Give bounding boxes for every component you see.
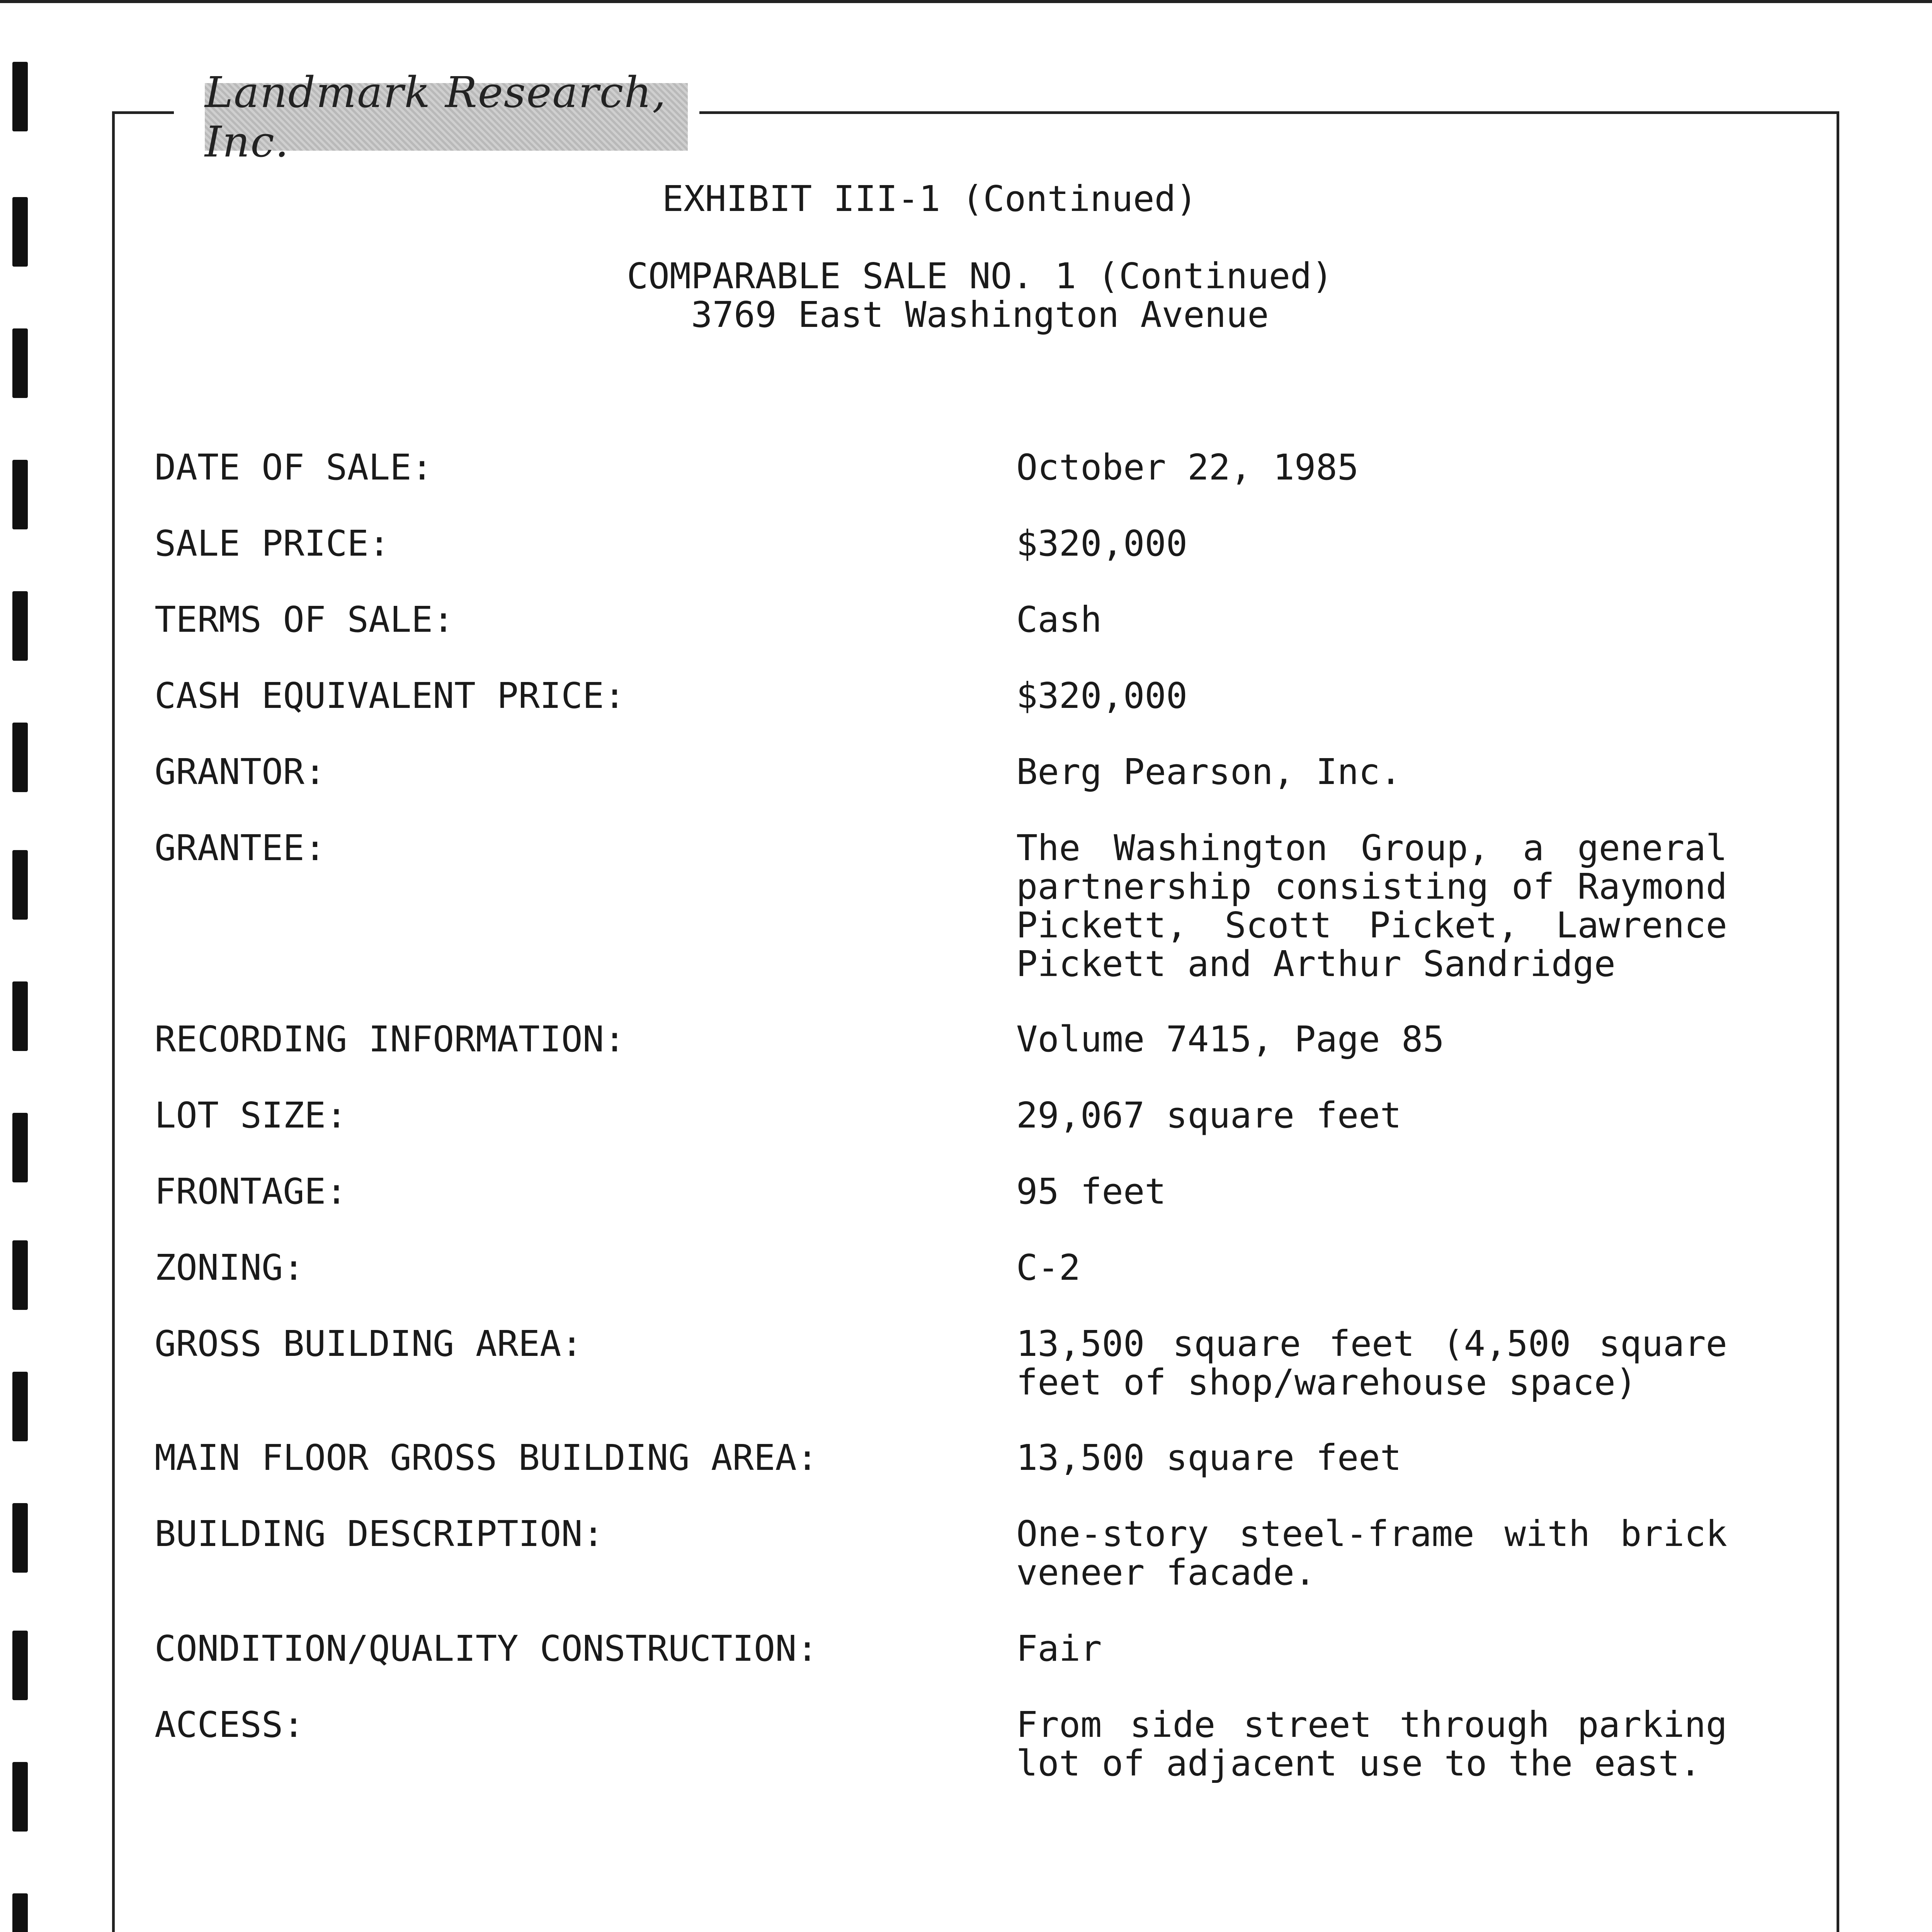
letterhead-logo xyxy=(205,67,688,167)
field-value: From side street through parking lot of adjacent use to the east. xyxy=(1016,1704,1727,1784)
page-top-edge xyxy=(0,0,1932,3)
field-label: GRANTOR: xyxy=(155,751,326,793)
binding-hole xyxy=(12,460,28,529)
binding-hole xyxy=(12,1631,28,1700)
field-value: October 22, 1985 xyxy=(1016,447,1359,488)
field-value: Fair xyxy=(1016,1628,1102,1669)
binding-hole xyxy=(12,328,28,398)
binding-hole xyxy=(12,1372,28,1441)
field-label: ACCESS: xyxy=(155,1704,304,1745)
field-value: $320,000 xyxy=(1016,523,1188,564)
field-label: BUILDING DESCRIPTION: xyxy=(155,1513,604,1554)
binding-hole xyxy=(12,1113,28,1182)
company-name: Landmark Research, Inc. xyxy=(205,67,667,167)
binding-hole xyxy=(12,1762,28,1832)
field-value: 13,500 square feet (4,500 square feet of shop/warehouse space) xyxy=(1016,1323,1727,1403)
binding-hole xyxy=(12,591,28,661)
exhibit-title: EXHIBIT III-1 (Continued) xyxy=(662,178,1197,219)
field-value: C-2 xyxy=(1016,1247,1081,1288)
field-label: TERMS OF SALE: xyxy=(155,599,454,640)
field-label: ZONING: xyxy=(155,1247,304,1288)
binding-hole xyxy=(12,981,28,1051)
binding-hole xyxy=(12,1503,28,1573)
field-value: 13,500 square feet xyxy=(1016,1437,1401,1478)
binding-hole xyxy=(12,1240,28,1310)
binding-hole xyxy=(12,1893,28,1932)
field-label: GROSS BUILDING AREA: xyxy=(155,1323,583,1364)
field-label: GRANTEE: xyxy=(155,827,326,869)
field-label: DATE OF SALE: xyxy=(155,447,433,488)
field-value: Berg Pearson, Inc. xyxy=(1016,751,1401,793)
field-value: Volume 7415, Page 85 xyxy=(1016,1019,1444,1060)
binding-hole xyxy=(12,850,28,920)
field-label: CASH EQUIVALENT PRICE: xyxy=(155,675,626,716)
comparable-title: COMPARABLE SALE NO. 1 (Continued) xyxy=(627,255,1333,297)
field-label: RECORDING INFORMATION: xyxy=(155,1019,626,1060)
field-value: Cash xyxy=(1016,599,1102,640)
binding-hole xyxy=(12,62,28,131)
field-value: 29,067 square feet xyxy=(1016,1095,1401,1136)
field-label: LOT SIZE: xyxy=(155,1095,347,1136)
field-value: The Washington Group, a general partnership consisting of Raymond Pickett, Scott Picket, Lawrence Pickett and Arthur Sandridge xyxy=(1016,827,1727,985)
binding-hole xyxy=(12,723,28,792)
field-value: One-story steel-frame with brick veneer facade. xyxy=(1016,1513,1727,1593)
field-label: FRONTAGE: xyxy=(155,1171,347,1212)
field-value: 95 feet xyxy=(1016,1171,1166,1212)
field-value: $320,000 xyxy=(1016,675,1188,716)
field-label: MAIN FLOOR GROSS BUILDING AREA: xyxy=(155,1437,818,1478)
comparable-address: 3769 East Washington Avenue xyxy=(691,294,1269,335)
field-label: SALE PRICE: xyxy=(155,523,390,564)
field-label: CONDITION/QUALITY CONSTRUCTION: xyxy=(155,1628,818,1669)
